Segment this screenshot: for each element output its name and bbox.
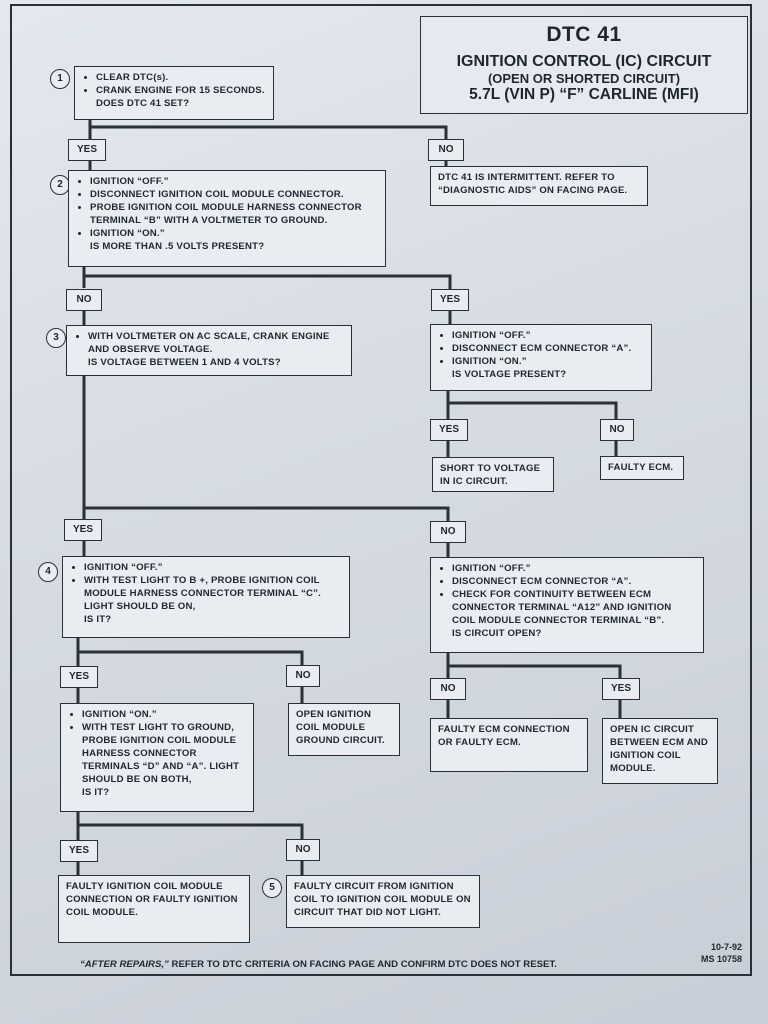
step-2-yes-label: YES (431, 289, 469, 311)
ecm-voltage-question: IS VOLTAGE PRESENT? (452, 369, 567, 380)
step-marker-5: 5 (262, 878, 282, 898)
dtc-code-title: DTC 41 (546, 23, 622, 46)
step-2-item-3: • PROBE IGNITION COIL MODULE HARNESS CONNECTOR TERMINAL “B” WITH A VOLTMETER TO GROUND. (90, 201, 378, 227)
step-marker-3: 3 (46, 328, 66, 348)
step-1-box (74, 66, 274, 120)
short-to-voltage-box: SHORT TO VOLTAGE IN IC CIRCUIT. (432, 457, 554, 492)
step-4-yes-label: YES (60, 666, 98, 688)
intermittent-box: DTC 41 IS INTERMITTENT. REFER TO “DIAGNOSTIC AIDS” ON FACING PAGE. (430, 166, 648, 206)
step-marker-1: 1 (50, 69, 70, 89)
faulty-ecm-connection-box: FAULTY ECM CONNECTION OR FAULTY ECM. (430, 718, 588, 772)
test-d-a-yes-label: YES (60, 840, 98, 862)
step-marker-4: 4 (38, 562, 58, 582)
continuity-item-2: • DISCONNECT ECM CONNECTOR “A”. (452, 575, 696, 588)
continuity-item-3: • CHECK FOR CONTINUITY BETWEEN ECM CONNECTOR TERMINAL “A12” AND IGNITION COIL MODULE CONNECTOR TERMINAL “B”. (452, 588, 696, 627)
continuity-no-label: NO (430, 678, 466, 700)
document-code: MS 10758 (700, 954, 742, 964)
after-repairs-text: REFER TO DTC CRITERIA ON FACING PAGE AND CONFIRM DTC DOES NOT RESET. (168, 959, 557, 970)
step-2-no-label: NO (66, 289, 102, 311)
step-4-item-2: • WITH TEST LIGHT TO B +, PROBE IGNITION COIL MODULE HARNESS CONNECTOR TERMINAL “C”. LIGHT SHOULD BE ON, (84, 574, 342, 613)
open-ground-circuit-box: OPEN IGNITION COIL MODULE GROUND CIRCUIT. (288, 703, 400, 756)
step-3-question: IS VOLTAGE BETWEEN 1 AND 4 VOLTS? (88, 357, 281, 368)
revision-date: 10-7-92 (710, 942, 742, 952)
faulty-coil-module-box: FAULTY IGNITION COIL MODULE CONNECTION OR FAULTY IGNITION COIL MODULE. (58, 875, 250, 943)
faulty-ecm-box: FAULTY ECM. (600, 456, 684, 480)
step-5-box: FAULTY CIRCUIT FROM IGNITION COIL TO IGNITION COIL MODULE ON CIRCUIT THAT DID NOT LIGHT. (286, 875, 480, 928)
step-3-yes-label: YES (64, 519, 102, 541)
step-1-yes-label: YES (68, 139, 106, 161)
open-ic-circuit-box: OPEN IC CIRCUIT BETWEEN ECM AND IGNITION COIL MODULE. (602, 718, 718, 784)
disconnect-ecm-voltage-box (430, 324, 652, 391)
continuity-question: IS CIRCUIT OPEN? (452, 628, 542, 639)
ecm-voltage-yes-label: YES (430, 419, 468, 441)
ecm-voltage-item-1: • IGNITION “OFF.” (452, 329, 644, 342)
step-3-item-1: • WITH VOLTMETER ON AC SCALE, CRANK ENGINE AND OBSERVE VOLTAGE. (88, 330, 344, 356)
title-line-2: (OPEN OR SHORTED CIRCUIT) (487, 71, 681, 86)
step-1-item-1: • CLEAR DTC(s). (96, 71, 266, 84)
step-4-item-1: • IGNITION “OFF.” (84, 561, 342, 574)
title-block (420, 16, 748, 114)
step-1-question: DOES DTC 41 SET? (96, 98, 190, 109)
step-marker-2: 2 (50, 175, 70, 195)
title-line-3: 5.7L (VIN P) “F” CARLINE (MFI) (469, 86, 699, 103)
title-line-1: IGNITION CONTROL (IC) CIRCUIT (456, 53, 712, 70)
step-3-no-label: NO (430, 521, 466, 543)
step-2-question: IS MORE THAN .5 VOLTS PRESENT? (90, 241, 265, 252)
step-2-box (68, 170, 386, 267)
test-terminals-d-a-box (60, 703, 254, 812)
step-2-item-2: • DISCONNECT IGNITION COIL MODULE CONNECTOR. (90, 188, 378, 201)
ecm-voltage-item-2: • DISCONNECT ECM CONNECTOR “A”. (452, 342, 644, 355)
step-2-item-4: • IGNITION “ON.” (90, 227, 378, 240)
continuity-check-box (430, 557, 704, 653)
step-4-question: IS IT? (84, 614, 112, 625)
test-d-a-question: IS IT? (82, 787, 110, 798)
test-d-a-item-1: • IGNITION “ON.” (82, 708, 246, 721)
test-d-a-no-label: NO (286, 839, 320, 861)
step-4-no-label: NO (286, 665, 320, 687)
continuity-item-1: • IGNITION “OFF.” (452, 562, 696, 575)
step-3-box (66, 325, 352, 376)
step-2-item-1: • IGNITION “OFF.” (90, 175, 378, 188)
continuity-yes-label: YES (602, 678, 640, 700)
step-1-item-2: • CRANK ENGINE FOR 15 SECONDS. (96, 84, 266, 97)
step-4-box (62, 556, 350, 638)
step-1-no-label: NO (428, 139, 464, 161)
ecm-voltage-item-3: • IGNITION “ON.” (452, 355, 644, 368)
after-repairs-note (80, 959, 557, 970)
ecm-voltage-no-label: NO (600, 419, 634, 441)
after-repairs-emphasis: “AFTER REPAIRS,” (80, 959, 169, 970)
test-d-a-item-2: • WITH TEST LIGHT TO GROUND, PROBE IGNITION COIL MODULE HARNESS CONNECTOR TERMINALS “D” AND “A”. LIGHT SHOULD BE ON BOTH, (82, 721, 246, 786)
